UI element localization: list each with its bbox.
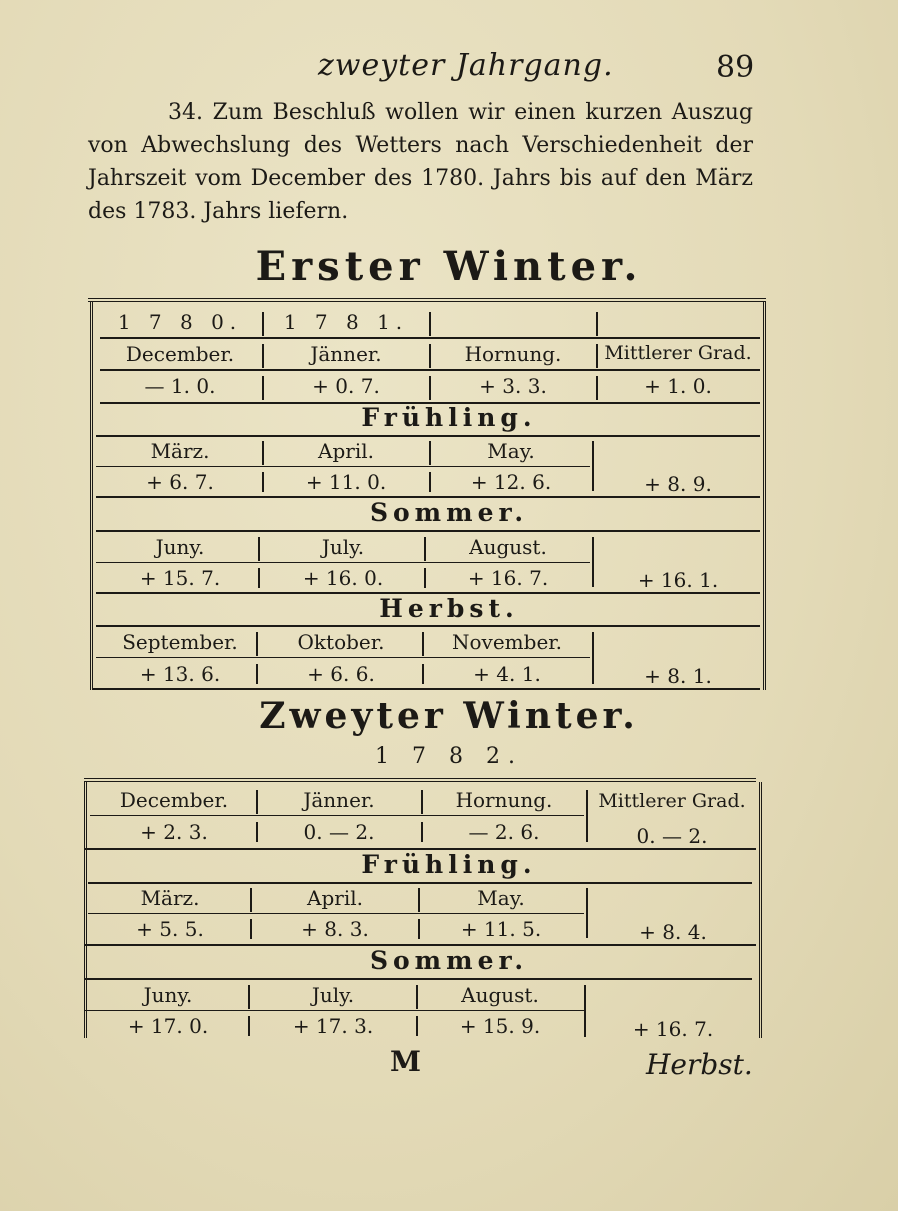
second-summer-title: Sommer. <box>369 946 529 975</box>
divider <box>416 1016 418 1036</box>
divider <box>256 822 258 842</box>
rule <box>96 657 590 658</box>
spring-mean: + 8. 9. <box>644 472 712 496</box>
divider <box>429 441 431 465</box>
divider <box>586 888 588 938</box>
header-november: November. <box>452 630 562 654</box>
rule <box>92 688 760 690</box>
rule <box>88 882 752 884</box>
divider <box>592 441 594 491</box>
value-jaenner-2: 0. — 2. <box>303 820 375 844</box>
header-oktober: Oktober. <box>297 630 385 654</box>
header-april-2: April. <box>307 886 363 910</box>
divider <box>422 632 424 656</box>
divider <box>262 441 264 465</box>
spring-mean-2: + 8. 4. <box>639 920 707 944</box>
divider <box>421 790 423 814</box>
header-august-2: August. <box>461 983 539 1007</box>
header-august: August. <box>469 535 547 559</box>
header-jaenner-2: Jänner. <box>303 788 375 812</box>
catchword: Herbst. <box>646 1048 753 1081</box>
value-may-2: + 11. 5. <box>460 917 542 941</box>
divider <box>262 344 264 368</box>
first-spring-title: Frühling. <box>361 403 537 432</box>
header-may-2: May. <box>477 886 525 910</box>
divider <box>256 790 258 814</box>
header-hornung: Hornung. <box>464 342 562 366</box>
header-may: May. <box>487 439 535 463</box>
value-december-2: + 2. 3. <box>140 820 208 844</box>
value-november: + 4. 1. <box>473 662 541 686</box>
divider <box>256 664 258 684</box>
header-maerz-2: März. <box>140 886 200 910</box>
second-spring-title: Frühling. <box>361 850 537 879</box>
header-juny: Juny. <box>155 535 205 559</box>
first-summer-title: Sommer. <box>369 498 529 527</box>
intro-text: 34. Zum Beschluß wollen wir einen kurzen Auszug von Abwechslung des Wetters nach Verschiedenheit der Jahrszeit vom December des 1780. Jahrs bis auf den März des 1783. Jahrs liefern. <box>88 100 753 224</box>
divider <box>592 537 594 587</box>
intro-paragraph <box>88 96 753 228</box>
divider <box>429 344 431 368</box>
divider <box>262 312 264 336</box>
second-winter-title: Zweyter Winter. <box>259 695 639 737</box>
divider <box>418 919 420 939</box>
divider <box>250 888 252 912</box>
divider <box>258 568 260 588</box>
header-september: September. <box>122 630 238 654</box>
divider <box>596 312 598 336</box>
divider <box>418 888 420 912</box>
value-august: + 16. 7. <box>467 566 549 590</box>
running-head-title: zweyter Jahrgang. <box>318 48 614 83</box>
table-top-rule <box>84 778 756 782</box>
page-number: 89 <box>716 50 755 85</box>
divider <box>596 344 598 368</box>
value-jaenner: + 0. 7. <box>312 374 380 398</box>
divider <box>429 472 431 492</box>
rule <box>100 337 760 339</box>
divider <box>421 822 423 842</box>
value-may: + 12. 6. <box>470 470 552 494</box>
divider <box>424 537 426 561</box>
header-mean: Mittlerer Grad. <box>604 342 752 364</box>
header-juny-2: Juny. <box>143 983 193 1007</box>
value-juny-2: + 17. 0. <box>127 1014 209 1038</box>
header-december-2: December. <box>119 788 229 812</box>
first-autumn-title: Herbst. <box>379 594 519 623</box>
summer-mean-2: + 16. 7. <box>632 1017 714 1041</box>
first-winter-title: Erster Winter. <box>255 243 643 290</box>
value-april-2: + 8. 3. <box>301 917 369 941</box>
divider <box>250 919 252 939</box>
rule <box>90 815 584 816</box>
value-oktober: + 6. 6. <box>307 662 375 686</box>
header-april: April. <box>318 439 374 463</box>
divider <box>424 568 426 588</box>
year-1781: 1 7 8 1. <box>283 310 409 334</box>
value-hornung: + 3. 3. <box>479 374 547 398</box>
divider <box>416 985 418 1009</box>
rule <box>96 530 760 532</box>
rule <box>96 625 760 627</box>
rule <box>96 435 760 437</box>
signature-mark: M <box>390 1045 421 1078</box>
header-july: July. <box>321 535 365 559</box>
divider <box>262 472 264 492</box>
divider <box>592 632 594 684</box>
value-august-2: + 15. 9. <box>459 1014 541 1038</box>
rule <box>100 369 760 371</box>
value-september: + 13. 6. <box>139 662 221 686</box>
running-head <box>0 44 898 88</box>
divider <box>596 376 598 400</box>
value-mean-2: 0. — 2. <box>636 824 708 848</box>
header-december: December. <box>125 342 235 366</box>
divider <box>248 985 250 1009</box>
summer-mean: + 16. 1. <box>637 568 719 592</box>
divider <box>429 376 431 400</box>
value-hornung-2: — 2. 6. <box>468 820 540 844</box>
value-july: + 16. 0. <box>302 566 384 590</box>
value-maerz-2: + 5. 5. <box>136 917 204 941</box>
header-hornung-2: Hornung. <box>455 788 553 812</box>
divider <box>248 1016 250 1036</box>
divider <box>422 664 424 684</box>
year-1782: 1 7 8 2. <box>375 744 523 769</box>
value-december: — 1. 0. <box>144 374 216 398</box>
table-top-rule <box>88 298 766 302</box>
rule <box>84 1010 584 1011</box>
header-maerz: März. <box>150 439 210 463</box>
value-april: + 11. 0. <box>305 470 387 494</box>
rule <box>88 913 584 914</box>
divider <box>429 312 431 336</box>
divider <box>584 985 586 1037</box>
header-july-2: July. <box>311 983 355 1007</box>
rule <box>96 466 590 467</box>
rule <box>96 562 590 563</box>
value-mean: + 1. 0. <box>644 374 712 398</box>
divider <box>262 376 264 400</box>
value-maerz: + 6. 7. <box>146 470 214 494</box>
value-juny: + 15. 7. <box>139 566 221 590</box>
divider <box>258 537 260 561</box>
autumn-mean: + 8. 1. <box>644 664 712 688</box>
value-july-2: + 17. 3. <box>292 1014 374 1038</box>
year-1780: 1 7 8 0. <box>117 310 243 334</box>
header-jaenner: Jänner. <box>310 342 382 366</box>
header-mean-2: Mittlerer Grad. <box>598 790 746 812</box>
divider <box>256 632 258 656</box>
rule <box>84 978 752 980</box>
